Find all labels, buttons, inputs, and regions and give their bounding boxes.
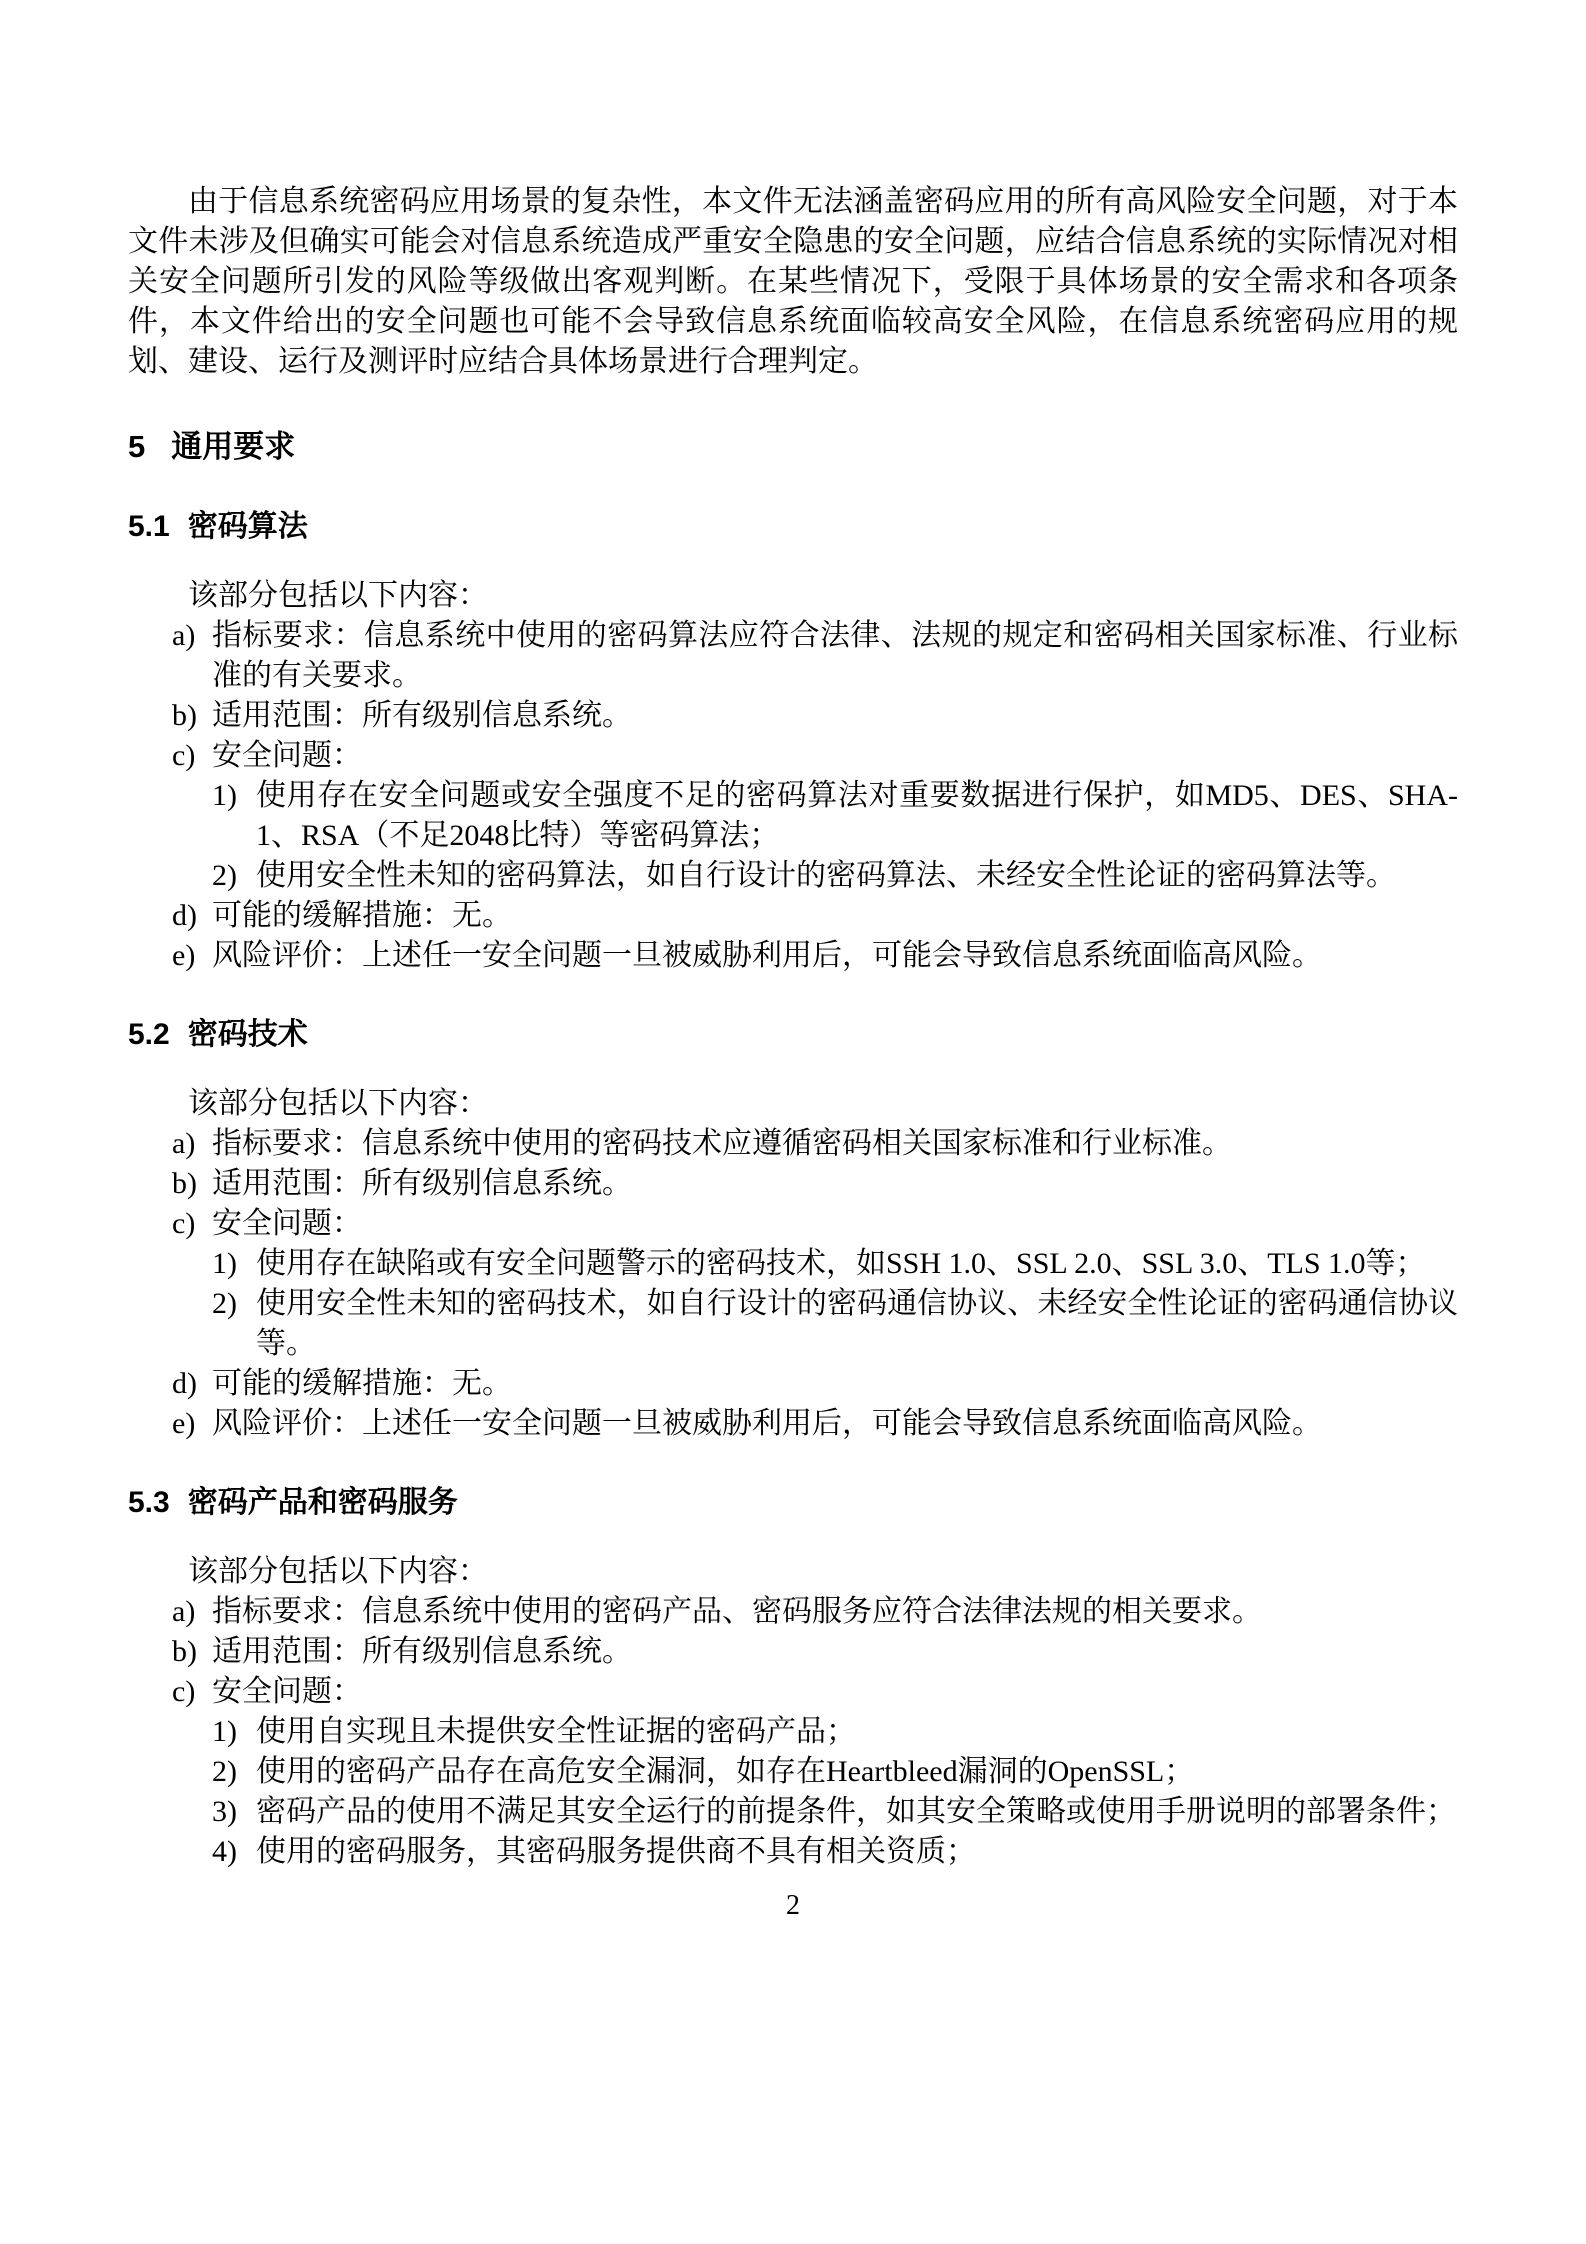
list-item xyxy=(172,1364,1458,1404)
section-heading xyxy=(128,426,1458,468)
list-item-text: 可能的缓解措施：无。 xyxy=(212,1367,512,1400)
subsection-heading-5-2 xyxy=(128,1014,1458,1056)
list-item xyxy=(172,896,1458,936)
sublist-item-label: 4) xyxy=(212,1835,237,1868)
sublist-item-text: 使用自实现且未提供安全性证据的密码产品； xyxy=(256,1715,856,1748)
subsection-number: 5.3 xyxy=(128,1486,170,1519)
list-item-label: d) xyxy=(172,1367,197,1400)
list-item-text: 适用范围：所有级别信息系统。 xyxy=(212,699,632,732)
section-title: 通用要求 xyxy=(171,429,296,464)
sublist-item xyxy=(212,856,1458,896)
subsection-number: 5.1 xyxy=(128,510,170,543)
list-item xyxy=(172,736,1458,776)
subsection-heading-5-1 xyxy=(128,506,1458,548)
list-item xyxy=(172,1632,1458,1672)
sublist-item-text: 使用存在缺陷或有安全问题警示的密码技术，如SSH 1.0、SSL 2.0、SSL 3.0、TLS 1.0等； xyxy=(256,1247,1426,1280)
list-item xyxy=(172,1124,1458,1164)
sublist-item xyxy=(212,1792,1458,1832)
sublist-item-label: 2) xyxy=(212,1287,237,1320)
list-item xyxy=(172,616,1458,696)
list-item-label: c) xyxy=(172,1675,196,1708)
subsection-title: 密码技术 xyxy=(187,1018,308,1051)
list-item-text: 安全问题： xyxy=(212,1207,362,1240)
list-item-label: c) xyxy=(172,739,196,772)
sublist-item-label: 2) xyxy=(212,1755,237,1788)
sublist-item-label: 2) xyxy=(212,859,237,892)
sublist-item-label: 1) xyxy=(212,779,237,812)
sublist-item xyxy=(212,1752,1458,1792)
list-item xyxy=(172,1404,1458,1444)
sublist-item-label: 1) xyxy=(212,1715,237,1748)
list-item xyxy=(172,1592,1458,1632)
list-item xyxy=(172,1672,1458,1712)
list-item xyxy=(172,1164,1458,1204)
sublist-item xyxy=(212,1712,1458,1752)
list-item xyxy=(172,1204,1458,1244)
sublist-item-text: 使用安全性未知的密码算法，如自行设计的密码算法、未经安全性论证的密码算法等。 xyxy=(256,859,1396,892)
list-item-text: 适用范围：所有级别信息系统。 xyxy=(212,1635,632,1668)
list-item-label: a) xyxy=(172,1595,196,1628)
sublist-item-text: 使用安全性未知的密码技术，如自行设计的密码通信协议、未经安全性论证的密码通信协议等。 xyxy=(256,1287,1458,1360)
list-item-text: 安全问题： xyxy=(212,739,362,772)
list-item-text: 适用范围：所有级别信息系统。 xyxy=(212,1167,632,1200)
list-item-label: e) xyxy=(172,939,196,972)
sublist-item xyxy=(212,1284,1458,1364)
sublist-item xyxy=(212,776,1458,856)
list-item xyxy=(172,696,1458,736)
list-item-label: b) xyxy=(172,699,197,732)
list-item-text: 可能的缓解措施：无。 xyxy=(212,899,512,932)
subsection-title: 密码产品和密码服务 xyxy=(187,1486,458,1519)
section-lead: 该部分包括以下内容： xyxy=(188,1555,488,1588)
sublist-item xyxy=(212,1244,1458,1284)
list-item-text: 风险评价：上述任一安全问题一旦被威胁利用后，可能会导致信息系统面临高风险。 xyxy=(212,1407,1322,1440)
intro-paragraph: 由于信息系统密码应用场景的复杂性，本文件无法涵盖密码应用的所有高风险安全问题，对于本文件未涉及但确实可能会对信息系统造成严重安全隐患的安全问题，应结合信息系统的实际情况对相关安全问题所引发的风险等级做出客观判断。在某些情况下，受限于具体场景的安全需求和各项条件，本文件给出的安全问题也可能不会导致信息系统面临较高安全风险，在信息系统密码应用的规划、建设、运行及测评时应结合具体场景进行合理判定。 xyxy=(128,185,1458,378)
list-item-label: e) xyxy=(172,1407,196,1440)
sublist-item-label: 3) xyxy=(212,1795,237,1828)
sublist-item-text: 密码产品的使用不满足其安全运行的前提条件，如其安全策略或使用手册说明的部署条件； xyxy=(256,1795,1456,1828)
sublist-item-text: 使用的密码服务，其密码服务提供商不具有相关资质； xyxy=(256,1835,976,1868)
list-item-text: 指标要求：信息系统中使用的密码技术应遵循密码相关国家标准和行业标准。 xyxy=(212,1127,1232,1160)
list-item-text: 指标要求：信息系统中使用的密码算法应符合法律、法规的规定和密码相关国家标准、行业标准的有关要求。 xyxy=(212,619,1458,692)
page-number: 2 xyxy=(786,1890,800,1921)
section-lead: 该部分包括以下内容： xyxy=(188,579,488,612)
sublist-item-label: 1) xyxy=(212,1247,237,1280)
subsection-number: 5.2 xyxy=(128,1018,170,1051)
list-item xyxy=(172,936,1458,976)
list-item-text: 风险评价：上述任一安全问题一旦被威胁利用后，可能会导致信息系统面临高风险。 xyxy=(212,939,1322,972)
sublist-item-text: 使用存在安全问题或安全强度不足的密码算法对重要数据进行保护，如MD5、DES、SHA-1、RSA（不足2048比特）等密码算法； xyxy=(256,779,1458,852)
subsection-title: 密码算法 xyxy=(187,510,308,543)
section-lead: 该部分包括以下内容： xyxy=(188,1087,488,1120)
list-item-label: c) xyxy=(172,1207,196,1240)
list-item-text: 指标要求：信息系统中使用的密码产品、密码服务应符合法律法规的相关要求。 xyxy=(212,1595,1262,1628)
sublist-item xyxy=(212,1832,1458,1872)
list-item-label: b) xyxy=(172,1635,197,1668)
subsection-heading-5-3 xyxy=(128,1482,1458,1524)
document-page xyxy=(128,182,1458,1924)
list-item-label: a) xyxy=(172,1127,196,1160)
section-number: 5 xyxy=(128,429,146,464)
list-item-label: b) xyxy=(172,1167,197,1200)
list-item-label: a) xyxy=(172,619,196,652)
sublist-item-text: 使用的密码产品存在高危安全漏洞，如存在Heartbleed漏洞的OpenSSL； xyxy=(256,1755,1195,1788)
list-item-label: d) xyxy=(172,899,197,932)
list-item-text: 安全问题： xyxy=(212,1675,362,1708)
